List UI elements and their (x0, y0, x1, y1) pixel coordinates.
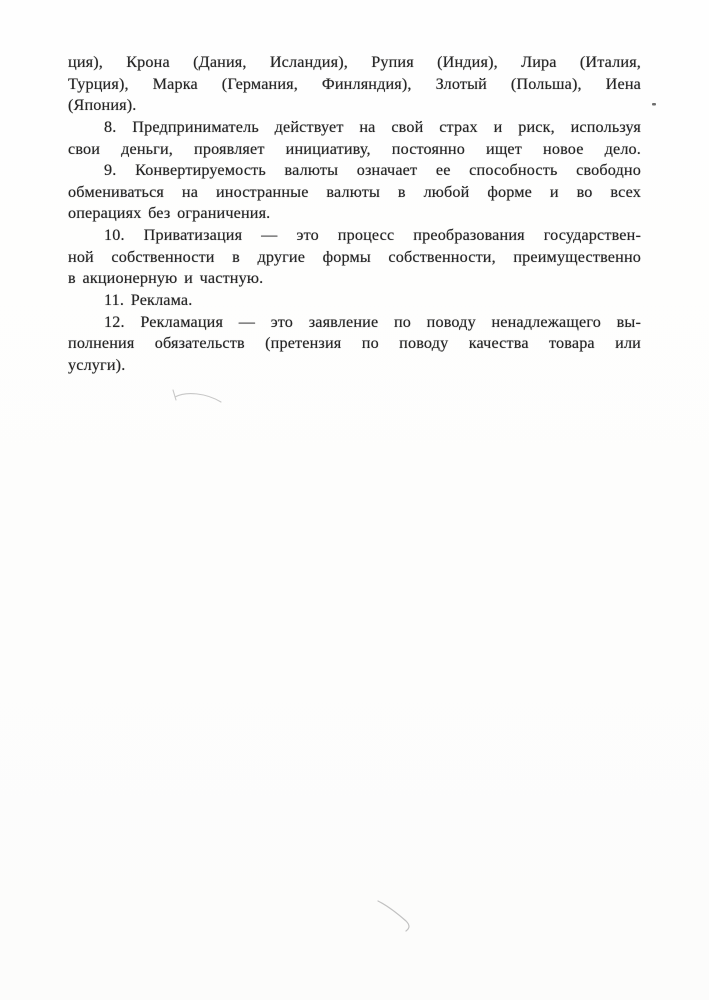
text-line: 9. Конвертируемость валюты означает ее способность свободно (104, 161, 641, 180)
text-line: услуги). (68, 355, 126, 374)
text-line: полнения обязательств (претензия по поводу качества товара или (68, 334, 641, 353)
paragraph (68, 160, 641, 225)
text-line: свои деньги, проявляет инициативу, постоянно ищет новое дело. (68, 139, 641, 158)
text-line: в акционерную и частную. (68, 269, 264, 288)
paragraph (68, 117, 641, 160)
text-line: ной собственности в другие формы собственности, преимущественно (68, 247, 641, 266)
paragraph (68, 312, 641, 377)
text-line: Турция), Марка (Германия, Финляндия), Злотый (Польша), Иена (68, 74, 641, 93)
paragraph (68, 290, 641, 312)
text-line: обмениваться на иностранные валюты в любой форме и во всех (68, 182, 641, 201)
text-line: (Япония). (68, 96, 137, 115)
pencil-stray-mark (173, 390, 221, 402)
text-line: 11. Реклама. (104, 291, 193, 310)
text-line: 10. Приватизация — это процесс преобразования государствен- (104, 226, 641, 245)
text-line: 8. Предприниматель действует на свой страх и риск, используя (104, 117, 641, 136)
text-line: 12. Рекламация — это заявление по поводу ненадлежащего вы- (104, 312, 641, 331)
ink-dot (652, 103, 656, 106)
text-line: ция), Крона (Дания, Исландия), Рупия (Индия), Лира (Италия, (68, 53, 641, 71)
text-block (68, 52, 641, 377)
text-line: операциях без ограничения. (68, 204, 271, 223)
paragraph (68, 52, 641, 117)
paragraph (68, 225, 641, 290)
pencil-check-mark (378, 901, 409, 931)
